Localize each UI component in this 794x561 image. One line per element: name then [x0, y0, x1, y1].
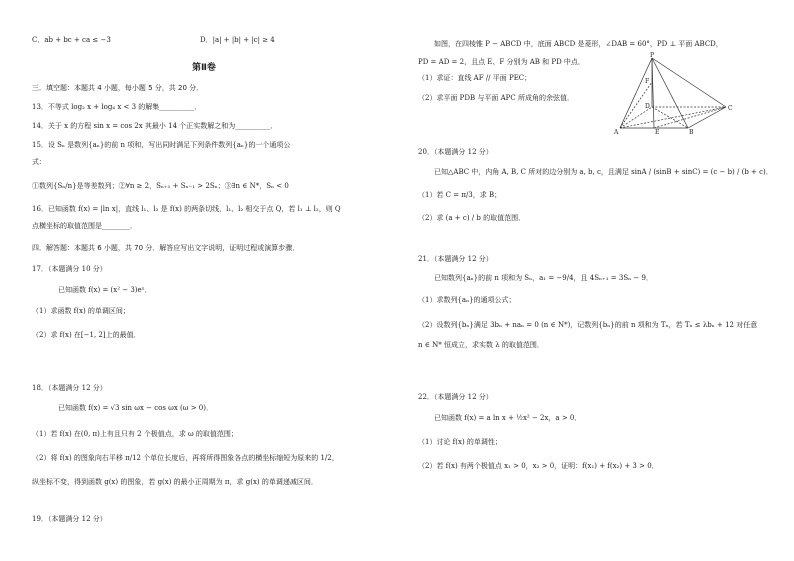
- question-19-stem-line2: PD = AD = 2，且点 E、F 分别为 AB 和 PD 中点．: [418, 58, 585, 66]
- question-18-part2-line1: （2）将 f(x) 的图象向右平移 π/12 个单位长度后，再将所得图象各点的横坐标缩短为原来的 1/2，: [32, 454, 339, 462]
- question-21-header: 21．（本题满分 12 分）: [418, 255, 493, 263]
- question-15-line1: 15．设 Sₙ 是数列{aₙ}的前 n 项和，写出同时满足下列条件数列{aₙ}的一个通项公: [32, 141, 291, 149]
- question-22-stem: 已知函数 f(x) = a ln x + ½x² − 2x，a > 0．: [434, 414, 582, 422]
- question-20-part2: （2）求 (a + c) / b 的取值范围．: [418, 214, 526, 222]
- label-P: P: [650, 52, 655, 59]
- question-20-stem: 已知△ABC 中，内角 A, B, C 所对的边分别为 a, b, c，且满足 sinA / (sinB + sinC) = (c − b) / (b + c)．: [434, 168, 773, 176]
- question-22-part1: （1）讨论 f(x) 的单调性；: [418, 438, 502, 446]
- question-19-part2: （2）求平面 PDB 与平面 APC 所成角的余弦值．: [418, 94, 574, 102]
- label-E: E: [655, 129, 660, 136]
- question-18-header: 18．（本题满分 12 分）: [32, 384, 107, 392]
- section-title: 第Ⅱ卷: [192, 63, 216, 73]
- question-16-line2: 点横坐标的取值范围是________．: [32, 222, 137, 230]
- edge-EC: [654, 107, 726, 128]
- question-21-part1: （1）求数列{aₙ}的通项公式；: [418, 296, 516, 304]
- question-21-part2-line1: （2）设数列{bₙ}满足 3bₙ + naₙ = 0 (n ∈ N*)，记数列{bₙ}的前 n 项和为 Tₙ，若 Tₙ ≤ λbₙ + 12 对任意: [418, 321, 758, 329]
- question-17-stem: 已知函数 f(x) = (x² − 3)eˣ．: [58, 286, 152, 294]
- question-21-part2-line2: n ∈ N* 恒成立，求实数 λ 的取值范围．: [418, 341, 544, 349]
- question-15-line3: ①数列{Sₙ/n}是等差数列；②∀n ≥ 2，Sₙ₊₁ + Sₙ₋₁ > 2Sₙ；③∃n ∈ N*，Sₙ < 0: [32, 182, 289, 190]
- option-c: C．ab + bc + ca ≤ −3: [32, 36, 111, 44]
- question-22-header: 22．（本题满分 12 分）: [418, 393, 493, 401]
- question-17-part1: （1）求函数 f(x) 的单调区间；: [32, 307, 130, 315]
- label-A: A: [614, 129, 619, 136]
- question-19-header: 19．（本题满分 12 分）: [32, 515, 107, 523]
- question-18-part1: （1）若 f(x) 在(0, π)上有且只有 2 个极值点，求 ω 的取值范围；: [32, 430, 238, 438]
- question-19-stem-line1: 如图，在四棱锥 P − ABCD 中，底面 ABCD 是菱形，∠DAB = 60°，PD ⊥ 平面 ABCD，: [434, 40, 723, 48]
- label-C: C: [728, 105, 733, 112]
- question-17-header: 17．（本题满分 10 分）: [32, 265, 107, 273]
- option-d: D．|a| + |b| + |c| ≥ 4: [200, 36, 275, 44]
- question-16-line1: 16．已知函数 f(x) = |ln x|，直线 l₁、l₂ 是 f(x) 的两条切线，l₁、l₂ 相交于点 Q，若 l₁ ⊥ l₂，则 Q: [32, 205, 341, 213]
- fill-blank-header: 三．填空题：本题共 4 小题，每小题 5 分，共 20 分．: [32, 84, 204, 92]
- question-15-line2: 式：: [32, 158, 46, 166]
- answer-section-header: 四．解答题：本题共 6 小题，共 70 分．解答应写出文字说明，证明过程或演算步骤．: [32, 244, 300, 252]
- question-19-part1: （1）求证：直线 AF // 平面 PEC；: [418, 74, 532, 82]
- question-22-part2: （2）若 f(x) 有两个极值点 x₁ > 0，x₂ > 0，证明：f(x₁) + f(x₂) + 3 > 0．: [418, 462, 659, 470]
- question-18-part2-line2: 纵坐标不变，得到函数 g(x) 的图象，若 g(x) 的最小正周期为 π，求 g(x) 的单调递减区间．: [32, 478, 318, 486]
- question-18-stem: 已知函数 f(x) = √3 sin ωx − cos ωx (ω > 0)．: [58, 404, 213, 412]
- label-B: B: [689, 129, 694, 136]
- question-14: 14．关于 x 的方程 sin x = cos 2x 其最小 14 个正实数解之和为__________．: [32, 122, 278, 130]
- edge-PB: [652, 58, 688, 128]
- question-20-header: 20．（本题满分 12 分）: [418, 148, 493, 156]
- question-17-part2: （2）求 f(x) 在[−1, 2]上的最值．: [32, 331, 141, 339]
- pyramid-figure: [612, 52, 740, 136]
- question-20-part1: （1）若 C = π/3，求 B；: [418, 191, 502, 199]
- edge-BC: [688, 107, 726, 128]
- label-F: F: [645, 78, 650, 85]
- label-D: D: [645, 103, 650, 110]
- question-21-stem: 已知数列{aₙ}的前 n 项和为 Sₙ，a₁ = −9/4，且 4Sₙ₊₁ = 3Sₙ − 9．: [434, 274, 653, 282]
- edge-PC: [652, 58, 726, 107]
- question-13: 13．不等式 log₂ x + log₄ x < 3 的解集__________．: [32, 103, 202, 111]
